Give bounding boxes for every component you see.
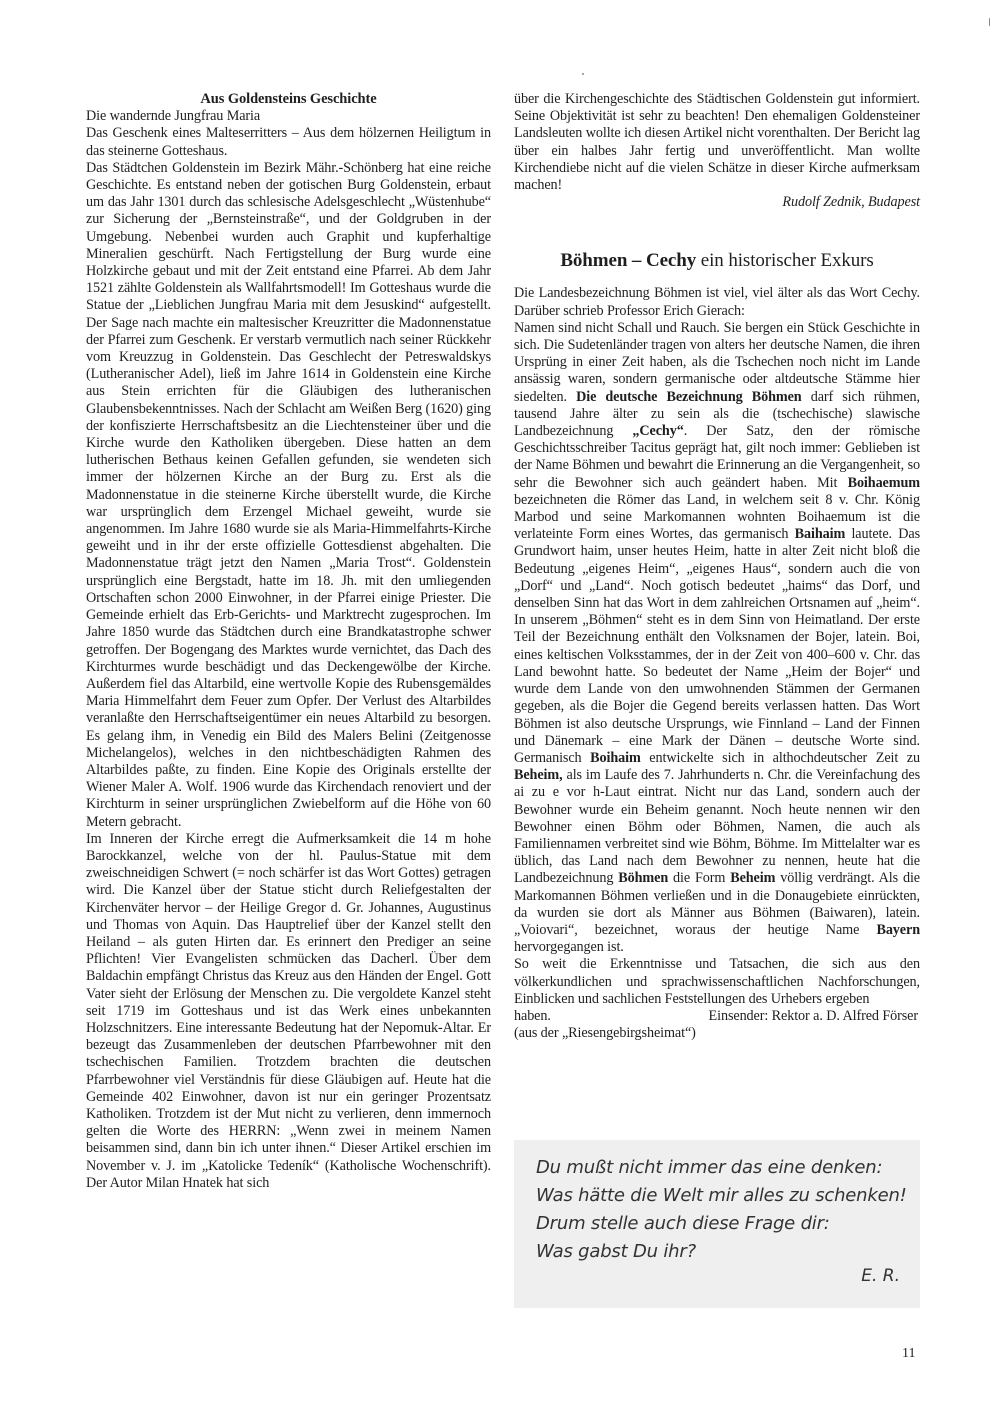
left-column — [86, 91, 491, 1192]
source-credit: (aus der „Riesengebirgsheimat“) — [514, 1025, 696, 1042]
closing-paragraph: So weit die Erkenntnisse und Tatsachen, die sich aus den völkerkundlichen und sprachwissenschaftlichen Nachforschungen, Einblicken und sachlichen Feststellungen des Urhebers ergeben — [514, 956, 920, 1007]
quote-line: Was hätte die Welt mir alles zu schenken! — [536, 1185, 907, 1206]
quote-line: Drum stelle auch diese Frage dir: — [536, 1213, 830, 1234]
article-paragraph: Namen sind nicht Schall und Rauch. Sie bergen ein Stück Geschichte in sich. Die Sudetenländer tragen von alters her deutsche Namen, die ihren Ursprüng in einer Zeit haben, als die Tschechen noch nicht im Lande ansässig waren, sondern germanische oder altdeutsche Stämme hier siedelten. Die deutsche Bezeichnung Böhmen darf sich rühmen, tausend Jahre älter zu sein als die (tschechische) slawische Landbezeichnung „Cechy“. Der Satz, den der römische Geschichtsschreiber Tacitus geprägt hat, gilt noch immer: Geblieben ist der Name Böhmen und bewahrt die Erinnerung an die Vergangenheit, so sehr die Bewohner sich auch geändert haben. Mit Boihaemum bezeichneten die Römer das Land, in welchem seit 8 v. Chr. König Marbod und seine Markomannen wohnten Boihaemum ist die verlateinte Form eines Wortes, das germanisch Baihaim lautete. Das Grundwort haim, unser heutes Heim, hatte in alter Zeit nicht bloß die Bedeutung „eigenes Heim“, „eigenes Haus“, sondern auch die von „Dorf“ und „Land“. Noch gotisch bedeutet „haims“ das Dorf, und denselben Sinn hat das Wort in dem zahlreichen Ortsnamen auf „heim“. In unserem „Böhmen“ steht es in dem Sinn von Heimatland. Der erste Teil der Bezeichnung enthält den Volksnamen der Bojer, latein. Boi, eines keltischen Volksstammes, der in der Zeit von 400–600 v. Chr. das Land bewohnt hatte. So bedeutet der Name „Heim der Bojer“ und wurde dem Lande von den umwohnenden Stämmen der Germanen gegeben, als die Bojer die Gegend bereits verlassen hatten. Das Wort Böhmen ist also deutsche Ursprungs, wie Finnland – Land der Finnen und Dänemark – eine Mark der Dänen – deutsche Worte sind. Germanisch Boihaim entwickelte sich in althochdeutscher Zeit zu Beheim, als im Laufe des 7. Jahrhunderts n. Chr. die Vereinfachung des ai zu e vor h-Laut eintrat. Nicht nur das Land, sondern auch der Bewohner wurde ein Beheim genannt. Noch heute nennen wir den Bewohner einen Böhm oder Böhmen, Namen, die auch als Familiennamen verbreitet sind wie Böhm, Böhme. Im Mittelalter war es üblich, das Land nach dem Bewohner zu nennen, heute hat die Landbezeichnung Böhmen die Form Beheim völlig verdrängt. Als die Markomannen Böhmen verließen und in die Donaugebiete einrückten, da wurden sie dort als Männer aus Böhmen (Baiwaren), latein. „Voiovari“, bezeichnet, woraus der heutige Name Bayern hervorgegangen ist. — [514, 319, 921, 956]
subtitle-line: Die wandernde Jungfrau Maria — [86, 108, 261, 125]
scan-speck — [582, 73, 584, 75]
highlight-term: Beheim — [730, 870, 776, 887]
title-bold-part: Böhmen – Cechy — [560, 250, 697, 272]
closing-sender-line — [514, 1008, 920, 1025]
quote-author: E. R. — [861, 1266, 900, 1286]
author-signature: Rudolf Zednik, Budapest — [782, 194, 920, 211]
highlight-term: Bayern — [876, 921, 920, 938]
article-paragraph: Im Inneren der Kirche erregt die Aufmerksamkeit die 14 m hohe Barockkanzel, welche von der hl. Paulus-Statue mit dem zweischneidigen Schwert (= noch schärfer ist das Wort Gottes) getragen wird. Die Kanzel über der Statue sticht durch Reliefgestalten der Kirchenväter hervor – der Heilige Gregor d. Gr. Johannes, Augustinus und Thomas von Aquin. Das Hauptrelief über der Kanzel stellt den Heiland – als guten Hirten dar. Es erinnert den Prediger an seine Pflichten! Vier Evangelisten schmücken das Dacherl. Über dem Baldachin empfängt Christus das Kreuz aus den Händen der Engel. Gott Vater sieht der Erlösung der Menschen zu. Die vergoldete Kanzel steht seit 1719 im Gotteshaus und ist das Werk eines unbekannten Holzschnitzers. Eine interessante Bedeutung hat der Nepomuk-Altar. Er bezeugt das Zusammenleben der deutschen Pfarrbewohner mit den tschechischen Familien. Trotzdem brachten die deutschen Pfarrbewohner viel Verständnis für diese Gläubigen auf. Heute hat die Gemeinde 402 Einwohner, davon ist nur ein geringer Prozentsatz Katholiken. Trotzdem ist der Mut nicht zu verlieren, denn immernoch gelten die Worte des HERRN: „Wenn zwei in meinem Namen beisammen sind, dann bin ich unter ihnen.“ Dieser Artikel erschien im November v. J. im „Katolicke Tedeník“ (Katholische Wochenschrift). Der Autor Milan Hnatek hat sich — [86, 830, 491, 1191]
highlight-term: Boihaim — [590, 749, 641, 766]
quote-text — [536, 1154, 907, 1266]
right-column — [514, 91, 920, 1042]
quote-box — [514, 1140, 920, 1308]
highlight-term: Baihaim — [794, 526, 846, 543]
subtitle-line: Das Geschenk eines Malteserritters – Aus dem hölzernen Heiligtum in das steinerne Gotteshaus. — [86, 125, 491, 159]
article-title-goldenstein: Aus Goldensteins Geschichte — [200, 91, 377, 107]
sender-credit: Einsender: Rektor a. D. Alfred Förser — [708, 1007, 918, 1024]
title-regular-part: ein historischer Exkurs — [696, 250, 874, 272]
quote-line: Was gabst Du ihr? — [536, 1241, 696, 1262]
highlight-term: Boihaemum — [847, 474, 920, 491]
quote-line: Du mußt nicht immer das eine denken: — [536, 1157, 883, 1178]
article-title-boehmen — [514, 249, 920, 273]
intro-paragraph: Die Landesbezeichnung Böhmen ist viel, viel älter als das Wort Cechy. Darüber schrieb Professor Erich Gierach: — [514, 285, 920, 319]
closing-end: haben. — [514, 1007, 551, 1024]
article-paragraph: Das Städtchen Goldenstein im Bezirk Mähr.-Schönberg hat eine reiche Geschichte. Es entstand neben der gotischen Burg Goldenstein, erbaut um das Jahr 1301 durch das schlesische Adelsgeschlecht „Wüstenhube“ zur Sicherung der „Bernsteinstraße“, und der Goldgruben in der Umgebung. Nebenbei wurden auch Graphit und kupferhaltige Mineralien geschürft. Nach Fertigstellung der Burg wurde eine Holzkirche gebaut und mit der Zeit entstand eine Pfarrei. Ab dem Jahr 1521 zählte Goldenstein als Wallfahrtsmodell! Im Gotteshaus wurde die Statue der „Lieblichen Jungfrau Maria mit dem Jesuskind“ aufgestellt. Der Sage nach machte ein maltesischer Kreuzritter die Madonnenstatue der Pfarrei zum Geschenk. Er verstarb vermutlich nach seiner Rückkehr vom Kreuzzug in Goldenstein. Das Geschlecht der Petreswaldskys (Lutheranischer Adel), ließ im Jahre 1614 in Goldenstein eine Kirche aus Stein errichten für die Gläubigen des lutheranischen Glaubensbekenntnisses. Nach der Schlacht am Weißen Berg (1620) ging der konfiszierte Herrschaftsbesitz an die Liechtensteiner über und die Kirche wurde den Katholiken übergeben. Diese hatten an dem lutherischen Bethaus keinen Gefallen gefunden, sie wendeten sich immer der hölzernen Kirche an der Burg zu. Erst als die Madonnenstatue in die steinerne Kirche überstellt wurde, die Kirche war ursprünglich dem Erzengel Michael geweiht, wurde sie angenommen. Im Jahre 1680 wurde sie als Maria-Himmelfahrts-Kirche geweiht und in ihr der erste offizielle Gottesdienst abgehalten. Die Madonnenstatue trägt jetzt den Namen „Maria Trost“. Goldenstein ursprünglich eine Bergstadt, hatte im 18. Jh. mit den umliegenden Ortschaften schon 2000 Einwohner, in der Pfarrei einige Priester. Die Gemeinde erhielt das Erb-Gerichts- und Marktrecht zugesprochen. Im Jahre 1850 wurde das Städtchen durch eine Brandkatastrophe schwer getroffen. Der Bogengang des Marktes wurde vernichtet, das Dach des Kirchturmes wurde beschädigt und das Deckengewölbe der Kirche. Außerdem fiel das Altarbild, eine wertvolle Kopie des Rubensgemäldes Maria Himmelfahrt dem Feuer zum Opfer. Der Verlust des Altarbildes veranlaßte den Herrschaftseigentümer ein neues Altarbild zu besorgen. Es gelang ihm, in Venedig ein Bild des Malers Belini (Zeitgenosse Michelangelos), welches in den nichtbeschädigten Rahmen des Altarbildes paßte, zu finden. Eine Kopie des Originals erstellte der Wiener Maler A. Wolf. 1906 wurde das Kirchendach renoviert und der Kirchturm in seiner ursprünglichen Zwiebelform auf die Höhe von 60 Metern gebracht. — [86, 159, 491, 830]
article-continuation: über die Kirchengeschichte des Städtischen Goldenstein gut informiert. Seine Objektivität ist sehr zu beachten! Den ehemaligen Goldensteiner Landsleuten wollte ich diesen Artikel nicht vorenthalten. Der Bericht lag über ein halbes Jahr fertig und unveröffentlicht. Man wollte Kirchendiebe nicht auf die vielen Schätze in dieser Kirche aufmerksam machen! — [514, 91, 920, 194]
highlight-term: Beheim, — [514, 767, 563, 784]
highlight-term: Böhmen — [618, 870, 669, 887]
scan-speck — [989, 18, 990, 26]
highlight-term: „Cechy“ — [632, 423, 684, 440]
page-number: 11 — [902, 1346, 916, 1361]
highlight-term: Die deutsche Bezeichnung Böhmen — [576, 388, 802, 405]
